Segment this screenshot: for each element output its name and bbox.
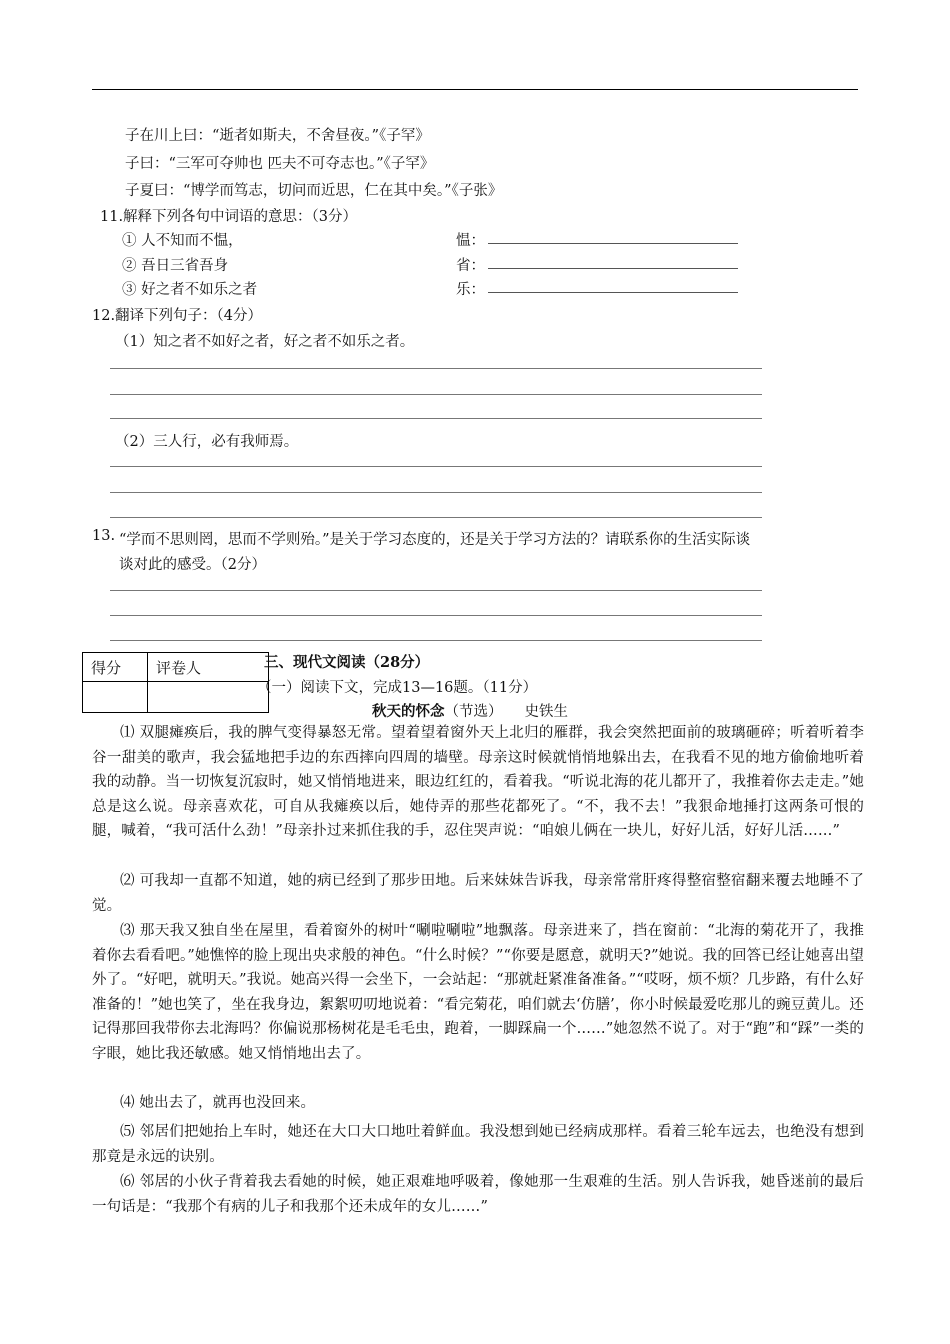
q13-answer-line-1[interactable] bbox=[110, 590, 762, 591]
q12-sentence-2: （2）三人行，必有我师焉。 bbox=[115, 434, 299, 450]
q12-answer-line-4[interactable] bbox=[110, 466, 762, 467]
article-paragraph-6: ⑹ 邻居的小伙子背着我去看她的时候，她正艰难地呼吸着，像她那一生艰难的生活。别人告诉我，她昏迷前的最后一句话是：“我那个有病的儿子和我那个还未成年的女儿……” bbox=[92, 1174, 864, 1215]
q13-answer-line-3[interactable] bbox=[110, 640, 762, 641]
article-header bbox=[372, 700, 568, 721]
q11-answer-line-2[interactable] bbox=[488, 268, 738, 269]
article-title: 秋天的怀念 bbox=[372, 703, 445, 720]
q11-word-3: 乐： bbox=[456, 282, 485, 298]
grader-cell[interactable] bbox=[148, 682, 269, 713]
section3-subtitle: （一）阅读下文，完成13—16题。（11分） bbox=[257, 680, 538, 696]
article-note: （节选） bbox=[444, 704, 503, 720]
q12-sentence-1: （1）知之者不如好之者，好之者不如乐之者。 bbox=[115, 334, 415, 350]
q12-answer-line-2[interactable] bbox=[110, 394, 762, 395]
article-paragraph-5: ⑸ 邻居们把她抬上车时，她还在大口大口地吐着鲜血。我没想到她已经病成那样。看着三轮车远去，也绝没有想到那竟是永远的诀别。 bbox=[92, 1124, 864, 1165]
q11-answer-line-3[interactable] bbox=[488, 292, 738, 293]
q11-title: 11.解释下列各句中词语的意思：（3分） bbox=[100, 209, 358, 225]
quote-zihan-2: 子曰：“三军可夺帅也 匹夫不可夺志也。”《子罕》 bbox=[125, 156, 435, 172]
q11-word-2: 省： bbox=[456, 258, 485, 274]
header-rule bbox=[92, 89, 858, 90]
grader-header: 评卷人 bbox=[148, 653, 269, 682]
article-author: 史铁生 bbox=[524, 704, 568, 720]
q13-text-line-2: 谈对此的感受。（2分） bbox=[119, 557, 266, 573]
article-paragraph-4: ⑷ 她出去了，就再也没回来。 bbox=[120, 1095, 316, 1111]
q12-title: 12.翻译下列句子：（4分） bbox=[92, 308, 263, 324]
quote-zizhang: 子夏曰：“博学而笃志，切问而近思，仁在其中矣。”《子张》 bbox=[125, 183, 503, 199]
score-header: 得分 bbox=[83, 653, 148, 682]
article-paragraph-1: ⑴ 双腿瘫痪后，我的脾气变得暴怒无常。望着望着窗外天上北归的雁群，我会突然把面前的玻璃砸碎；听着听着李谷一甜美的歌声，我会猛地把手边的东西摔向四周的墙壁。母亲这时候就悄悄地躲出去，在我看不见的地方偷偷地听着我的动静。当一切恢复沉寂时，她又悄悄地进来，眼边红红的，看着我。“听说北海的花儿都开了，我推着你去走走。”她总是这么说。母亲喜欢花，可自从我瘫痪以后，她侍弄的那些花都死了。“不，我不去！”我狠命地捶打这两条可恨的腿，喊着，“我可活什么劲！”母亲扑过来抓住我的手，忍住哭声说：“咱娘儿俩在一块儿，好好儿活，好好儿活……” bbox=[92, 725, 864, 840]
score-cell[interactable] bbox=[83, 682, 148, 713]
q12-answer-line-5[interactable] bbox=[110, 492, 762, 493]
q11-answer-line-1[interactable] bbox=[488, 243, 738, 244]
q11-word-1: 愠： bbox=[456, 233, 485, 249]
q11-sentence-3: ③ 好之者不如乐之者 bbox=[122, 282, 258, 298]
q13-text-line-1: “学而不思则罔，思而不学则殆。”是关于学习态度的，还是关于学习方法的？请联系你的生活实际谈 bbox=[119, 532, 751, 548]
q13-answer-line-2[interactable] bbox=[110, 615, 762, 616]
q11-sentence-2: ② 吾日三省吾身 bbox=[122, 258, 229, 274]
q11-sentence-1: ① 人不知而不愠， bbox=[122, 233, 243, 249]
q12-answer-line-6[interactable] bbox=[110, 517, 762, 518]
score-table bbox=[82, 652, 269, 713]
q12-answer-line-3[interactable] bbox=[110, 418, 762, 419]
q13-number: 13. bbox=[92, 528, 116, 544]
quote-zihan-1: 子在川上曰：“逝者如斯夫，不舍昼夜。”《子罕》 bbox=[125, 128, 430, 144]
q12-answer-line-1[interactable] bbox=[110, 368, 762, 369]
section3-title: 三、现代文阅读（28分） bbox=[264, 654, 430, 671]
article-paragraph-2: ⑵ 可我却一直都不知道，她的病已经到了那步田地。后来妹妹告诉我，母亲常常肝疼得整宿整宿翻来覆去地睡不了觉。 bbox=[92, 873, 864, 914]
article-paragraph-3: ⑶ 那天我又独自坐在屋里，看着窗外的树叶“唰啦唰啦”地飘落。母亲进来了，挡在窗前：“北海的菊花开了，我推着你去看看吧。”她憔悴的脸上现出央求般的神色。“什么时候？”“你要是愿意，就明天?”她说。我的回答已经让她喜出望外了。“好吧，就明天。”我说。她高兴得一会坐下，一会站起：“那就赶紧准备准备。”“哎呀，烦不烦？几步路，有什么好准备的！”她也笑了，坐在我身边，絮絮叨叨地说着：“看完菊花，咱们就去‘仿膳’，你小时候最爱吃那儿的豌豆黄儿。还记得那回我带你去北海吗？你偏说那杨树花是毛毛虫，跑着，一脚踩扁一个……”她忽然不说了。对于“跑”和“踩”一类的字眼，她比我还敏感。她又悄悄地出去了。 bbox=[92, 923, 864, 1062]
